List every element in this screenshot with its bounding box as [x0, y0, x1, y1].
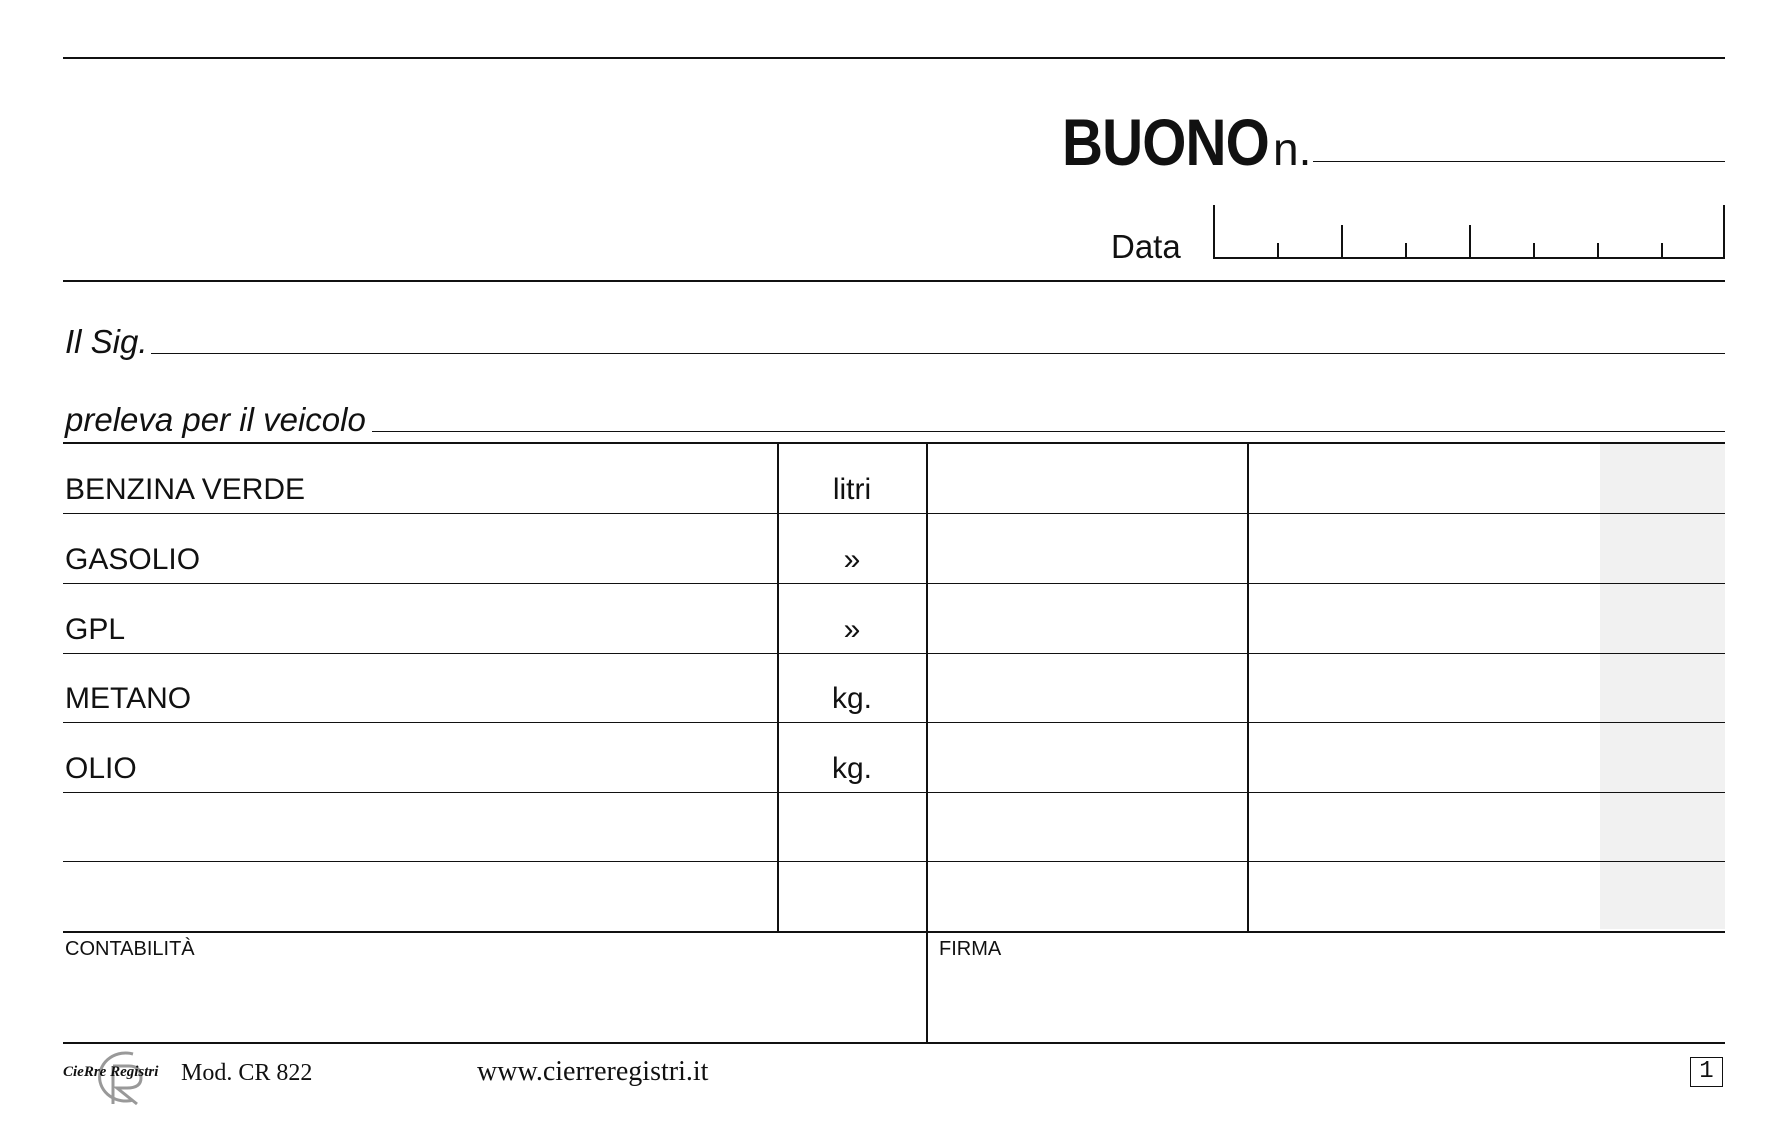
- table-column-divider: [926, 442, 928, 1042]
- row-unit: litri: [832, 473, 872, 506]
- table-bottom-rule: [63, 931, 1725, 933]
- table-row-rule: [63, 653, 1725, 654]
- row-label-gpl: GPL: [65, 613, 126, 646]
- website-link[interactable]: www.cierreregistri.it: [477, 1056, 709, 1087]
- footer-rule: [63, 1042, 1725, 1044]
- vehicle-label: preleva per il veicolo: [65, 401, 366, 438]
- table-row-rule: [63, 792, 1725, 793]
- shaded-column: [1600, 442, 1725, 929]
- table-row-rule: [63, 583, 1725, 584]
- accounting-label: CONTABILITÀ: [65, 938, 195, 960]
- row-label-metano: METANO: [65, 682, 192, 715]
- number-label: n.: [1273, 123, 1312, 175]
- table-row-rule: [63, 513, 1725, 514]
- form-title: BUONO: [1062, 105, 1269, 179]
- row-unit: kg.: [831, 682, 873, 715]
- table-column-divider: [1247, 442, 1249, 932]
- row-unit: »: [843, 543, 861, 576]
- table-top-rule: [63, 442, 1725, 444]
- date-label: Data: [1111, 228, 1181, 265]
- row-unit: kg.: [831, 752, 873, 785]
- model-code: Mod. CR 822: [181, 1060, 313, 1086]
- number-field-line[interactable]: [1313, 161, 1725, 162]
- logo-text: CieRre Registri: [63, 1064, 159, 1080]
- row-label-benzina: BENZINA VERDE: [65, 473, 306, 506]
- vehicle-field-line[interactable]: [372, 431, 1725, 432]
- date-field[interactable]: [1213, 205, 1725, 259]
- table-row-rule: [63, 722, 1725, 723]
- sig-field-line[interactable]: [151, 353, 1725, 354]
- row-label-gasolio: GASOLIO: [65, 543, 201, 576]
- table-row-rule: [63, 861, 1725, 862]
- signature-field[interactable]: [928, 962, 1725, 1037]
- row-unit: »: [843, 613, 861, 646]
- top-rule: [63, 57, 1725, 59]
- signature-label: FIRMA: [939, 938, 1002, 960]
- sig-label: Il Sig.: [65, 323, 148, 360]
- page-number: 1: [1690, 1057, 1723, 1087]
- cierre-logo: [63, 1048, 173, 1106]
- header-rule: [63, 280, 1725, 282]
- row-label-olio: OLIO: [65, 752, 137, 785]
